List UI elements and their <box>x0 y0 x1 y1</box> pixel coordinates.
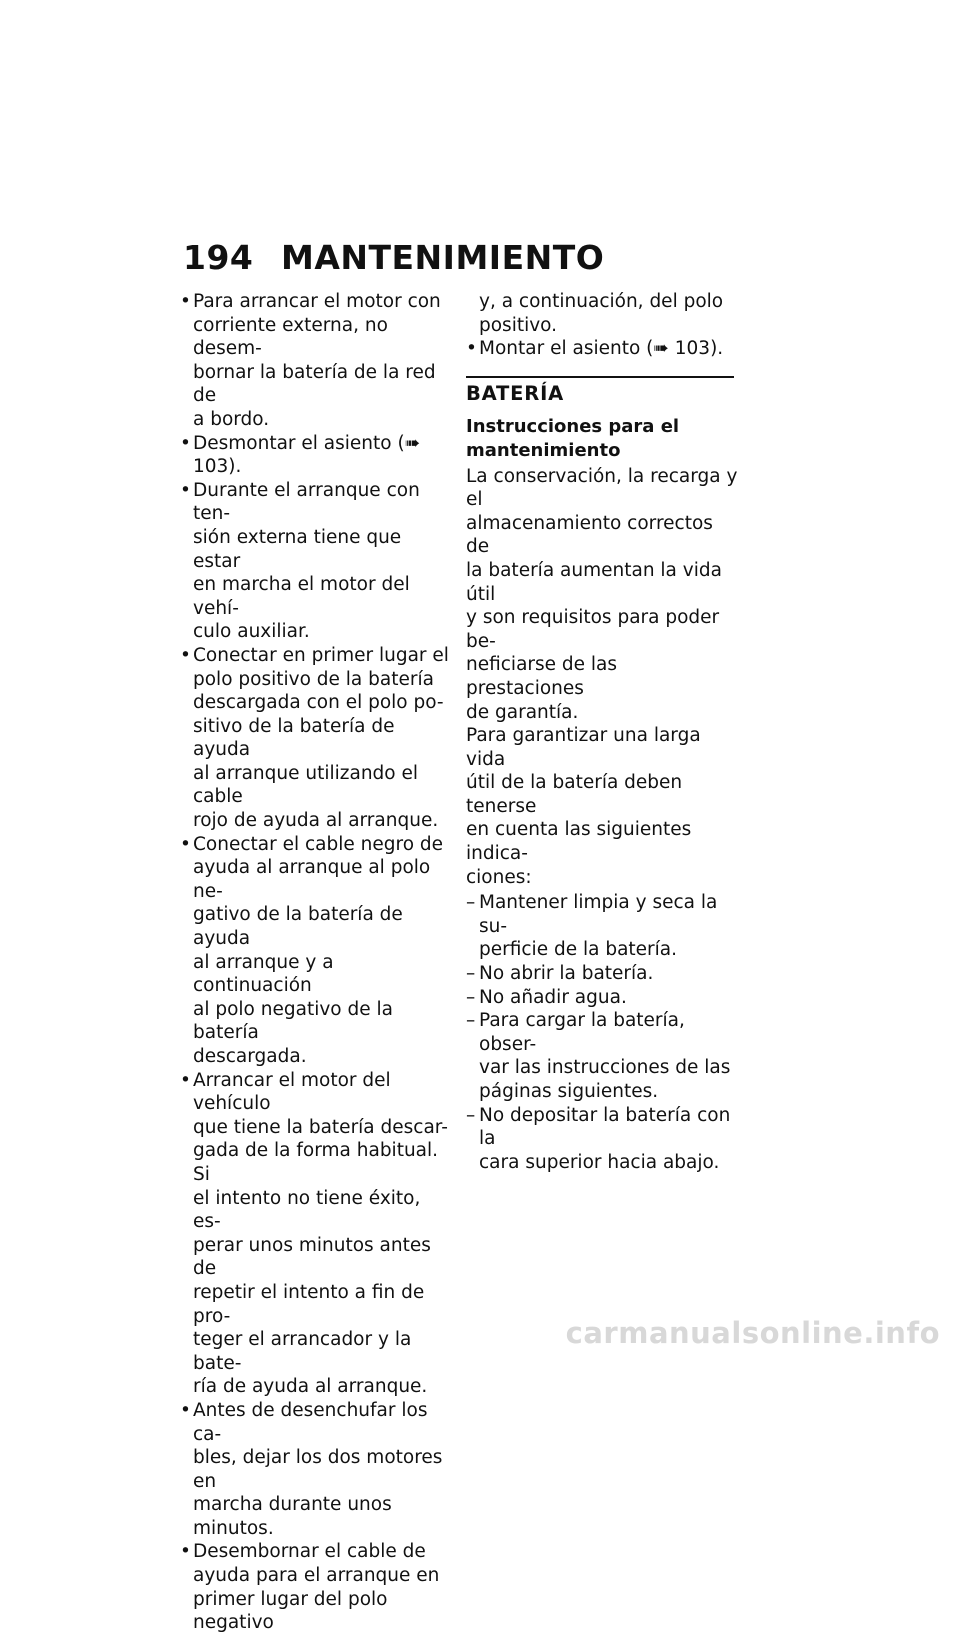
list-item-text: No depositar la batería con la cara superior hacia abajo. <box>479 1104 731 1173</box>
bullet-mark: • <box>180 1541 191 1563</box>
list-item <box>180 1399 452 1541</box>
list-item <box>466 1009 738 1103</box>
list-item-text: Arrancar el motor del vehículo que tiene la batería descar- gada de la forma habitual. Si el intento no tiene éxito, es- perar unos minutos antes de repetir el intento a fin de pro- teger el arrancador y la bate- ría de ayuda al arranque. <box>193 1069 448 1398</box>
list-item <box>180 479 452 644</box>
list-item <box>180 1069 452 1399</box>
right-bullet-list <box>466 337 738 361</box>
left-bullet-list <box>180 290 452 1635</box>
list-item <box>466 1104 738 1175</box>
list-item-text: Para cargar la batería, obser- var las instrucciones de las páginas siguientes. <box>479 1010 731 1102</box>
list-item <box>466 337 738 361</box>
list-item-text: Desembornar el cable de ayuda para el arranque en primer lugar del polo negativo <box>193 1541 440 1634</box>
list-item-text: Conectar el cable negro de ayuda al arranque al polo ne- gativo de la batería de ayuda al arranque y a continuación al polo negativo de la batería descargada. <box>193 833 444 1067</box>
right-column <box>466 290 738 1174</box>
section-title: BATERÍA <box>466 381 565 405</box>
list-item-continuation: y, a continuación, del polo positivo. <box>479 291 724 336</box>
list-item-text: Antes de desenchufar los ca- bles, dejar los dos motores en marcha durante unos minutos. <box>193 1399 443 1539</box>
left-column <box>180 290 452 1635</box>
paragraph: La conservación, la recarga y el almacenamiento correctos de la batería aumentan la vida útil y son requisitos para poder be- neficiarse de las prestaciones de garantía. <box>466 465 738 723</box>
list-item-text: No abrir la batería. <box>479 963 654 985</box>
list-item <box>180 833 452 1069</box>
paragraph: Para garantizar una larga vida útil de la batería deben tenerse en cuenta las siguientes indica- ciones: <box>466 725 701 888</box>
section-divider <box>466 376 734 378</box>
list-item <box>180 432 452 479</box>
dash-mark: – <box>466 986 476 1008</box>
bullet-mark: • <box>180 479 191 501</box>
bullet-mark: • <box>180 1399 191 1421</box>
list-item-text: No añadir agua. <box>479 986 627 1008</box>
bullet-mark: • <box>180 833 191 855</box>
list-item-text: Montar el asiento (➠ 103). <box>479 338 724 360</box>
dash-list <box>466 891 738 1174</box>
page-header <box>183 238 604 277</box>
page-number: 194 <box>183 238 254 277</box>
bullet-mark: • <box>180 644 191 666</box>
bullet-mark: • <box>466 338 477 360</box>
list-item <box>180 290 452 432</box>
subsection-title: Instrucciones para el mantenimiento <box>466 416 680 461</box>
list-item <box>466 962 738 986</box>
dash-mark: – <box>466 1104 476 1126</box>
list-item-text: Para arrancar el motor con corriente externa, no desem- bornar la batería de la red de a bordo. <box>193 291 441 430</box>
dash-mark: – <box>466 892 476 914</box>
list-item-text: Desmontar el asiento (➠ 103). <box>193 432 421 478</box>
dash-mark: – <box>466 963 476 985</box>
list-item-text: Conectar en primer lugar el polo positivo de la batería descargada con el polo po- sitivo de la batería de ayuda al arranque utilizando el cable rojo de ayuda al arranque. <box>193 644 449 832</box>
section-heading: MANTENIMIENTO <box>281 238 605 277</box>
bullet-mark: • <box>180 432 191 454</box>
list-item <box>180 644 452 833</box>
list-item <box>180 1540 452 1634</box>
watermark: carmanualsonline.info <box>565 1316 940 1350</box>
list-item <box>466 891 738 962</box>
bullet-mark: • <box>180 1069 191 1091</box>
list-item-text: Durante el arranque con ten- sión externa tiene que estar en marcha el motor del vehí- culo auxiliar. <box>193 479 420 643</box>
list-item-text: Mantener limpia y seca la su- perficie de la batería. <box>479 892 718 961</box>
bullet-mark: • <box>180 291 191 312</box>
list-item <box>466 986 738 1010</box>
dash-mark: – <box>466 1010 476 1032</box>
